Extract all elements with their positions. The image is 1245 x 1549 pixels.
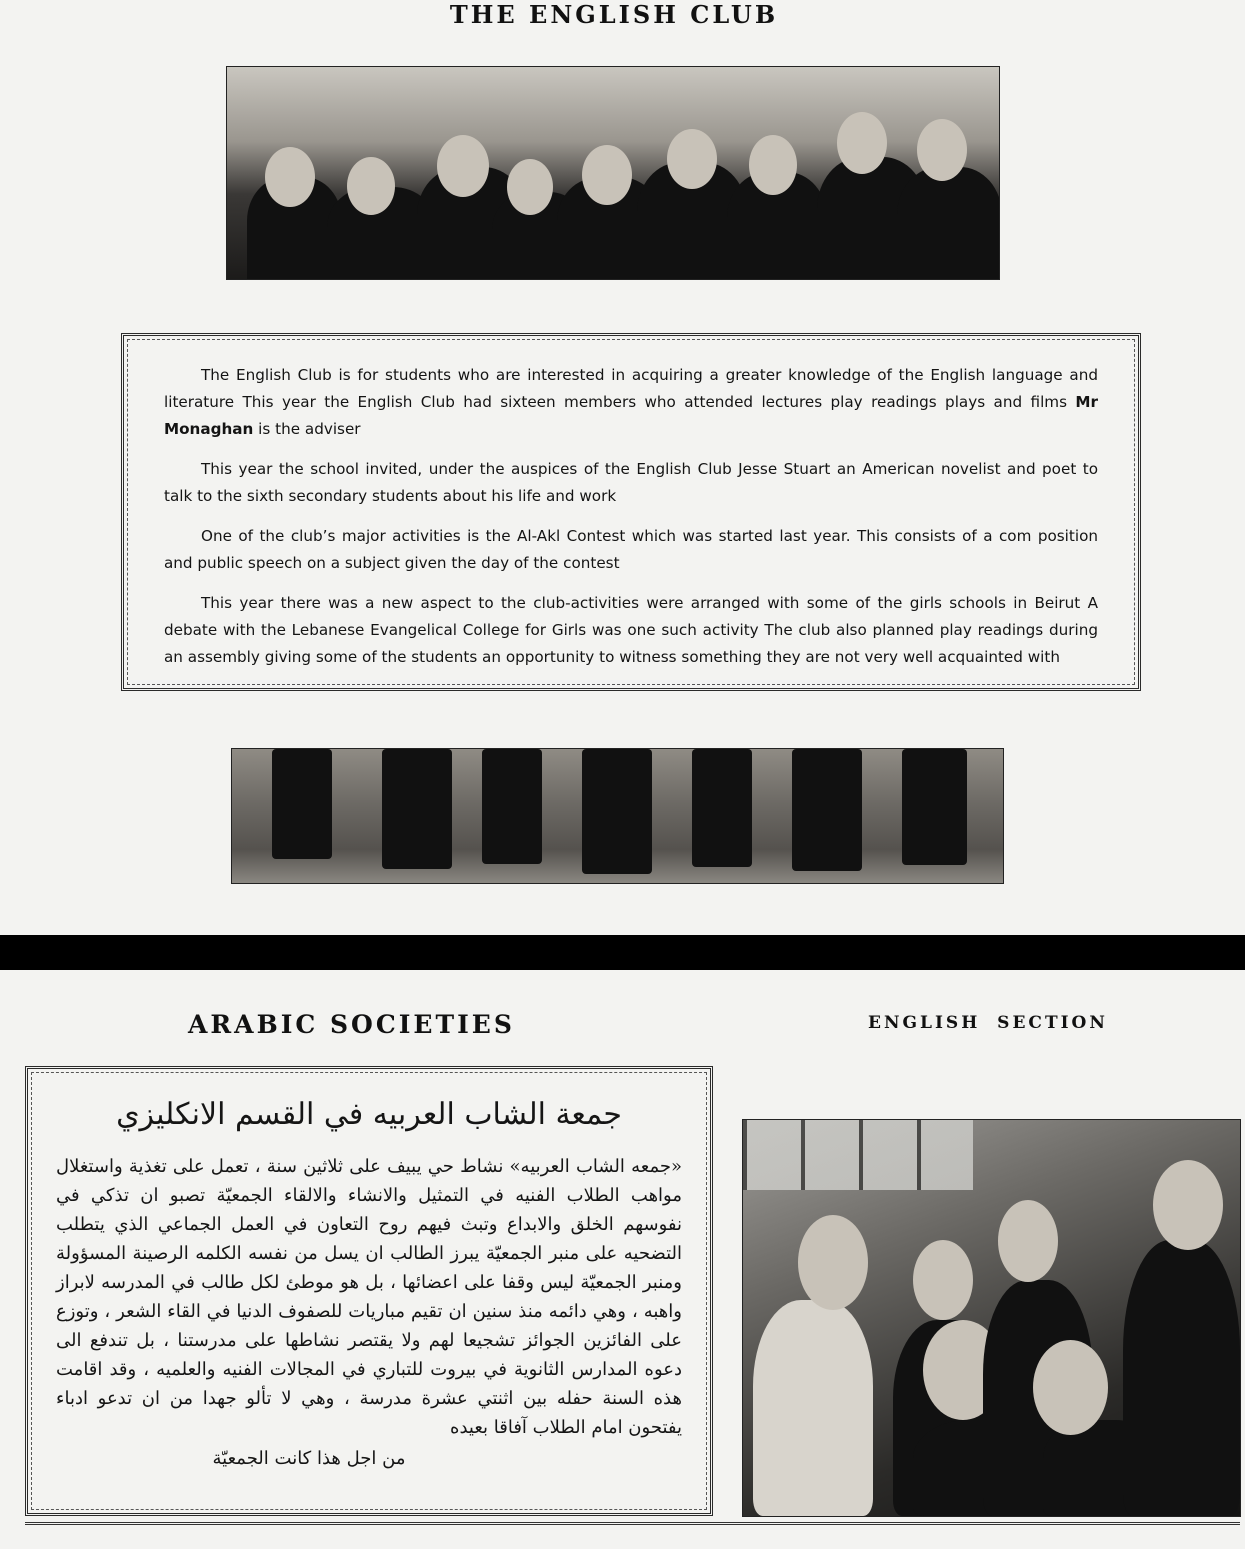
section-label: ENGLISH SECTION: [868, 1013, 1108, 1033]
arabic-society-text-frame: [25, 1066, 713, 1516]
adviser-name: Mr Monaghan: [164, 393, 1099, 438]
adviser-suffix: is the adviser: [253, 420, 361, 438]
arabic-society-closing: من اجل هذا كانت الجمعيّة: [212, 1448, 406, 1469]
arabic-society-meeting-photo: [742, 1119, 1241, 1517]
club-paragraph-4: This year there was a new aspect to the club-activities were arranged with some of the girls schools in Beirut A debate with the Lebanese Evangelical College for Girls was one such activity The club also planned play readings during an assembly giving some of the students an opportunity to witness something they are not very well acquainted with: [164, 594, 1098, 666]
english-club-text-frame: [121, 333, 1141, 691]
bottom-border: [25, 1522, 1240, 1525]
arabic-society-body: «جمعه الشاب العربيه» نشاط حي يبيف على ثلاثين سنة ، تعمل على تغذية واستغلال مواهب الطلاب الفنيه في التمثيل والانشاء والالقاء الجمعيّة تصبو ان تذكي في نفوسهم الخلق والابداع وتبث فيهم روح التعاون في العمل الجماعي الذي يتطلب التضحيه على منبر الجمعيّة يبرز الطالب ان يسل من نفسه الكلمه الرصينة المسؤولة ومنبر الجمعيّة ليس وقفا على اعضائها ، بل هو موطئ لكل طالب في المدرسه لابراز واهبه ، وهي دائمه منذ سنين ان تقيم مباريات للصفوف الدنيا في القاء الشعر ، وتوزع على الفائزين الجوائز تشجيعا لهم ولا يقتصر نشاطها على مدرستنا ، بل تندفع الى دعوه المدارس الثانوية في بيروت للتباري في المجالات الفنيه والعلميه ، وقد اقامت هذه السنة حفله بين اثنتي عشرة مدرسة ، وهي لا تألو جهدا من ان تدعو ادباء يفتحون امام الطلاب آفاقا بعيده: [56, 1156, 682, 1438]
arabic-society-heading: جمعة الشاب العربيه في القسم الانكليزي: [116, 1097, 622, 1132]
club-paragraph-2: This year the school invited, under the auspices of the English Club Jesse Stuart an American novelist and poet to talk to the sixth secondary students about his life and work: [164, 460, 1098, 505]
club-paragraph-3: One of the club’s major activities is the Al-Akl Contest which was started last year. This consists of a com position and public speech on a subject given the day of the contest: [164, 527, 1098, 572]
club-group-photo-top: [226, 66, 1000, 280]
page-divider: [0, 935, 1245, 970]
club-paragraph-1-text: The English Club is for students who are interested in acquiring a greater knowledge of the English language and literature This year the English Club had sixteen members who attended lectures play readings plays and films: [164, 366, 1098, 411]
page-title: THE ENGLISH CLUB: [449, 0, 779, 29]
club-paragraph-1: [164, 362, 1098, 443]
arabic-societies-title: ARABIC SOCIETIES: [188, 1010, 515, 1039]
club-group-photo-bottom: [231, 748, 1004, 884]
